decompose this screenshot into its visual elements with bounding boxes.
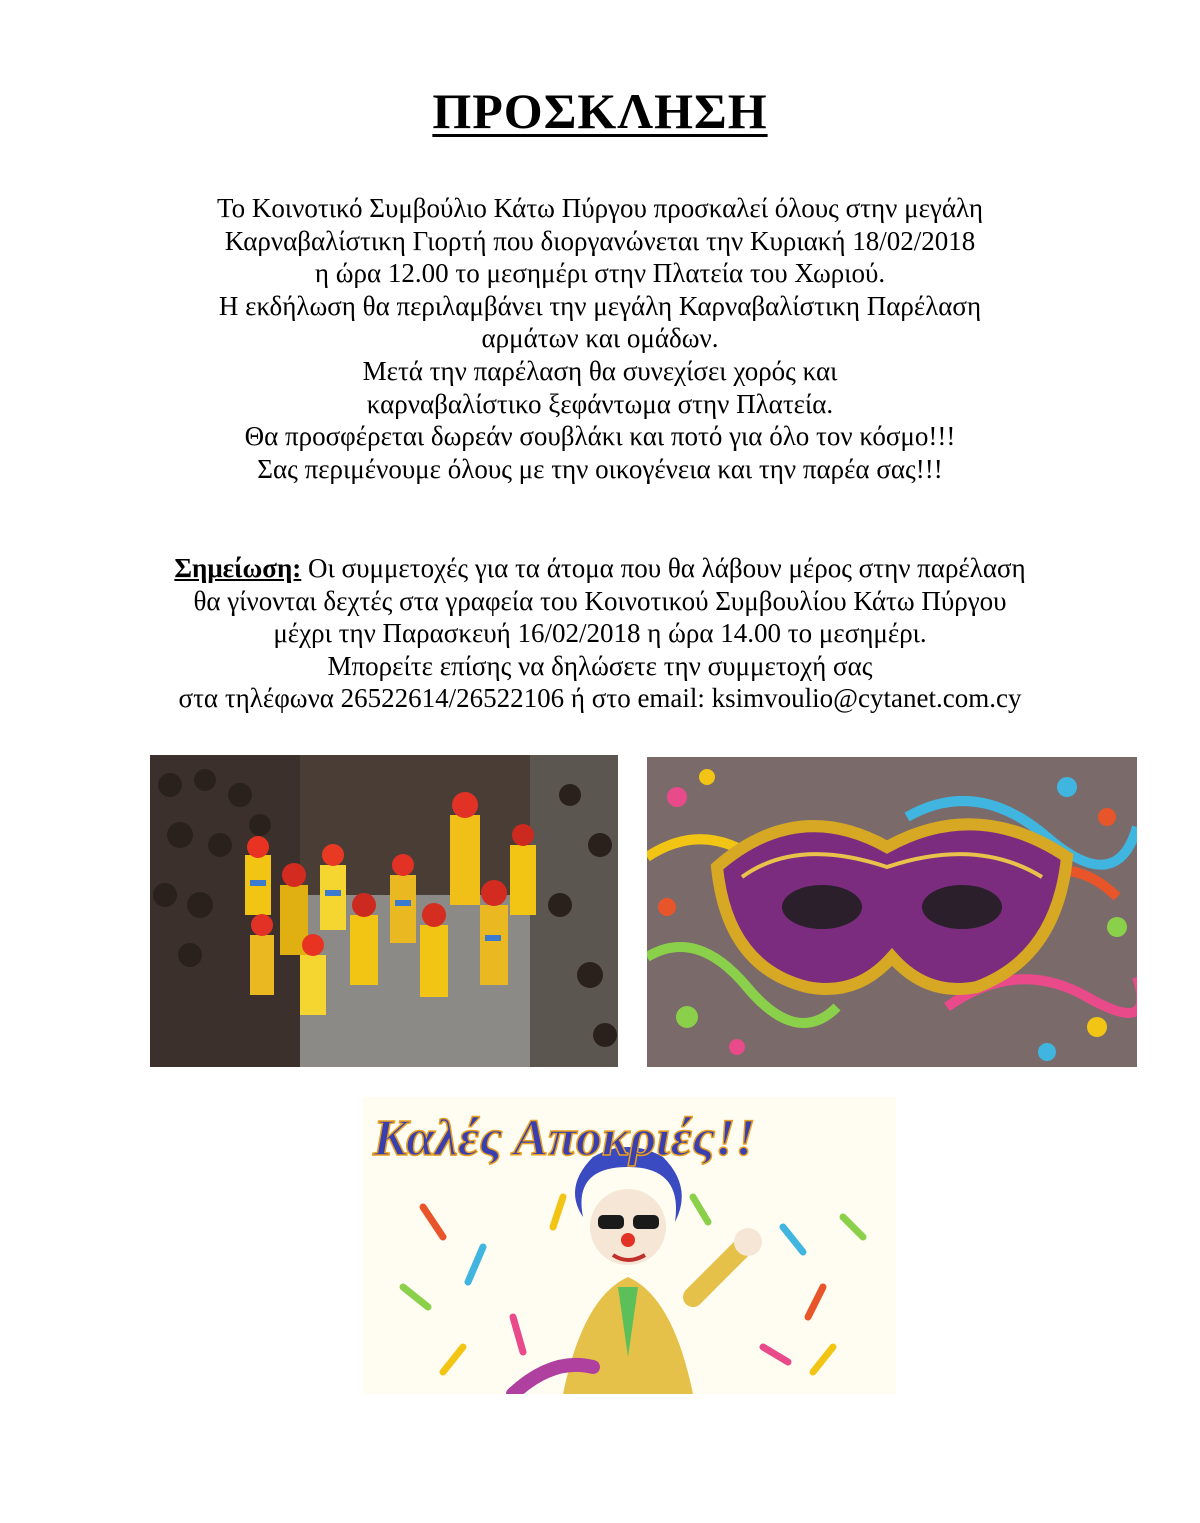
page-title: ΠΡΟΣΚΛΗΣΗ bbox=[432, 83, 768, 139]
invitation-line: Θα προσφέρεται δωρεάν σουβλάκι και ποτό για όλο τον κόσμο!!! bbox=[244, 421, 956, 452]
invitation-line: Σας περιμένουμε όλους με την οικογένεια και την παρέα σας!!! bbox=[257, 453, 943, 484]
carnival-parade-photo bbox=[150, 755, 618, 1067]
note-line: στα τηλέφωνα 26522614/26522106 ή στο email: ksimvoulio@cytanet.com.cy bbox=[178, 683, 1022, 714]
carnival-mask-photo bbox=[647, 757, 1137, 1067]
invitation-text bbox=[0, 192, 1200, 485]
note-line: Μπορείτε επίσης να δηλώσετε την συμμετοχή σας bbox=[327, 650, 873, 681]
note-line: θα γίνονται δεχτές στα γραφεία του Κοινοτικού Συμβουλίου Κάτω Πύργου bbox=[193, 585, 1007, 616]
note-line: μέχρι την Παρασκευή 16/02/2018 η ώρα 14.00 το μεσημέρι. bbox=[273, 618, 927, 649]
note-label: Σημείωση: bbox=[174, 553, 302, 583]
invitation-line: Το Κοινοτικό Συμβούλιο Κάτω Πύργου προσκαλεί όλους στην μεγάλη bbox=[217, 193, 983, 223]
invitation-line: η ώρα 12.00 το μεσημέρι στην Πλατεία του Χωριού. bbox=[314, 258, 886, 289]
invitation-line: Η εκδήλωση θα περιλαμβάνει την μεγάλη Καρναβαλίστικη Παρέλαση bbox=[218, 290, 982, 321]
note-first-line-text: Οι συμμετοχές για τα άτομα που θα λάβουν μέρος στην παρέλαση bbox=[301, 553, 1026, 583]
greeting-text: Καλές Αποκριές!! bbox=[373, 1110, 756, 1167]
clown-greeting-illustration bbox=[363, 1097, 896, 1394]
invitation-line: καρναβαλίστικο ξεφάντωμα στην Πλατεία. bbox=[366, 388, 834, 419]
note-text bbox=[0, 552, 1200, 715]
invitation-line: αρμάτων και ομάδων. bbox=[481, 323, 719, 354]
invitation-line: Μετά την παρέλαση θα συνεχίσει χορός και bbox=[362, 355, 838, 386]
note-first-line bbox=[0, 552, 1200, 585]
invitation-line: Καρναβαλίστικη Γιορτή που διοργανώνεται την Κυριακή 18/02/2018 bbox=[224, 225, 976, 256]
